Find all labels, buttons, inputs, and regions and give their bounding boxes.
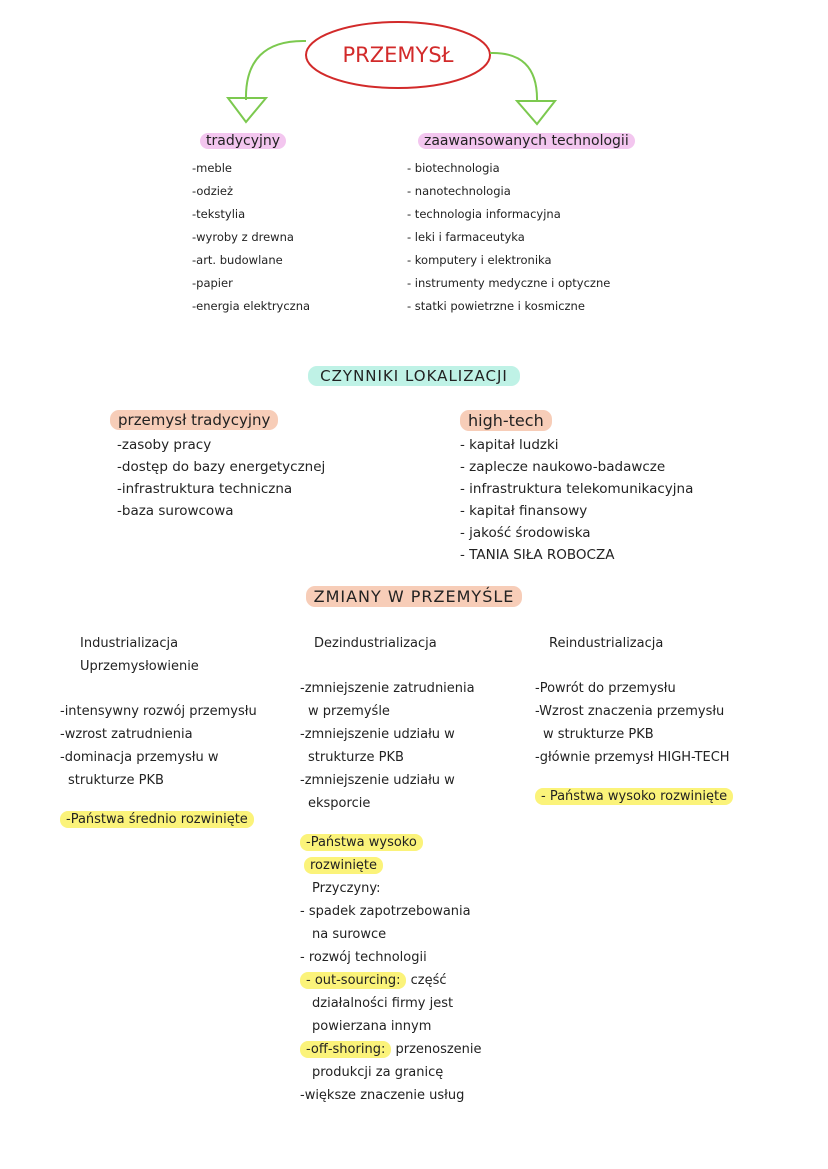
location-hightech-heading: high-tech xyxy=(460,410,552,431)
right-arrow-head xyxy=(517,101,555,124)
deindustrialization-highlight-cont: rozwinięte xyxy=(304,857,383,874)
list-item: -zmniejszenie zatrudnienia xyxy=(300,681,475,696)
traditional-heading: tradycyjny xyxy=(200,133,286,149)
list-item: -głównie przemysł HIGH-TECH xyxy=(535,750,730,765)
list-item: - technologia informacyjna xyxy=(407,207,561,221)
list-item: -energia elektryczna xyxy=(192,299,311,313)
offshoring-term: -off-shoring: xyxy=(300,1041,391,1058)
changes-heading: ZMIANY W PRZEMYŚLE xyxy=(306,586,523,607)
traditional-list xyxy=(192,157,310,318)
list-item: - biotechnologia xyxy=(407,161,500,175)
list-item: -wzrost zatrudnienia xyxy=(60,727,193,742)
industrialization-subtitle: Uprzemysłowienie xyxy=(80,659,199,674)
outsourcing-definition-cont: powierzana innym xyxy=(312,1019,432,1034)
right-arrow xyxy=(490,53,537,102)
advanced-list xyxy=(407,157,610,318)
outsourcing-definition: część xyxy=(410,973,447,988)
list-item: w strukturze PKB xyxy=(543,727,654,742)
location-heading: CZYNNIKI LOKALIZACJI xyxy=(308,366,520,386)
list-item: w przemyśle xyxy=(308,704,390,719)
industrialization-title: Industrializacja xyxy=(80,636,179,651)
list-item: strukturze PKB xyxy=(68,773,164,788)
list-item: -baza surowcowa xyxy=(117,503,234,519)
cause-item-outsourcing xyxy=(300,969,525,992)
list-item: - kapitał ludzki xyxy=(460,437,559,453)
title-text: PRZEMYSŁ xyxy=(342,43,454,67)
list-item: -dominacja przemysłu w xyxy=(60,750,219,765)
list-item: - nanotechnologia xyxy=(407,184,511,198)
location-traditional-list xyxy=(117,434,325,522)
list-item: eksporcie xyxy=(308,796,371,811)
reindustrialization-highlight: - Państwa wysoko rozwinięte xyxy=(535,788,733,805)
list-item: - leki i farmaceutyka xyxy=(407,230,525,244)
list-item: - jakość środowiska xyxy=(460,525,591,541)
cause-item: - spadek zapotrzebowania xyxy=(300,904,471,919)
title-diagram xyxy=(0,0,828,140)
list-item: -art. budowlane xyxy=(192,253,283,267)
cause-item: -większe znaczenie usług xyxy=(300,1088,465,1103)
outsourcing-term: - out-sourcing: xyxy=(300,972,406,989)
list-item: -Wzrost znaczenia przemysłu xyxy=(535,704,725,719)
list-item: -odzież xyxy=(192,184,234,198)
causes-label: Przyczyny: xyxy=(312,881,381,896)
reindustrialization-title: Reindustrializacja xyxy=(549,636,664,651)
list-item: - kapitał finansowy xyxy=(460,503,588,519)
list-item: -tekstylia xyxy=(192,207,246,221)
location-traditional-heading: przemysł tradycyjny xyxy=(110,410,278,430)
list-item: - instrumenty medyczne i optyczne xyxy=(407,276,611,290)
cause-item-offshoring xyxy=(300,1038,525,1061)
left-arrow-head xyxy=(228,98,266,122)
cause-item-cont: na surowce xyxy=(312,927,387,942)
deindustrialization-highlight: -Państwa wysoko xyxy=(300,834,423,851)
reindustrialization-column xyxy=(535,632,795,808)
list-item: strukturze PKB xyxy=(308,750,404,765)
list-item: - infrastruktura telekomunikacyjna xyxy=(460,481,694,497)
advanced-heading: zaawansowanych technologii xyxy=(418,133,635,149)
industrialization-highlight: -Państwa średnio rozwinięte xyxy=(60,811,254,828)
deindustrialization-title: Dezindustrializacja xyxy=(314,636,437,651)
list-item: -meble xyxy=(192,161,232,175)
location-hightech-list xyxy=(460,434,693,566)
list-item: - statki powietrzne i kosmiczne xyxy=(407,299,585,313)
list-item: -intensywny rozwój przemysłu xyxy=(60,704,257,719)
offshoring-definition-cont: produkcji za granicę xyxy=(312,1065,444,1080)
list-item: - TANIA SIŁA ROBOCZA xyxy=(460,547,615,563)
list-item: -wyroby z drewna xyxy=(192,230,294,244)
list-item: - zaplecze naukowo-badawcze xyxy=(460,459,666,475)
list-item: -zmniejszenie udziału w xyxy=(300,773,455,788)
deindustrialization-column xyxy=(300,632,525,1107)
left-arrow xyxy=(246,41,306,100)
offshoring-definition: przenoszenie xyxy=(395,1042,482,1057)
list-item: -dostęp do bazy energetycznej xyxy=(117,459,326,475)
list-item: -zasoby pracy xyxy=(117,437,212,453)
list-item: -zmniejszenie udziału w xyxy=(300,727,455,742)
list-item: -papier xyxy=(192,276,233,290)
cause-item: - rozwój technologii xyxy=(300,950,427,965)
list-item: - komputery i elektronika xyxy=(407,253,552,267)
list-item: -Powrót do przemysłu xyxy=(535,681,676,696)
outsourcing-definition-cont: działalności firmy jest xyxy=(312,996,454,1011)
list-item: -infrastruktura techniczna xyxy=(117,481,293,497)
industrialization-column xyxy=(60,632,295,831)
